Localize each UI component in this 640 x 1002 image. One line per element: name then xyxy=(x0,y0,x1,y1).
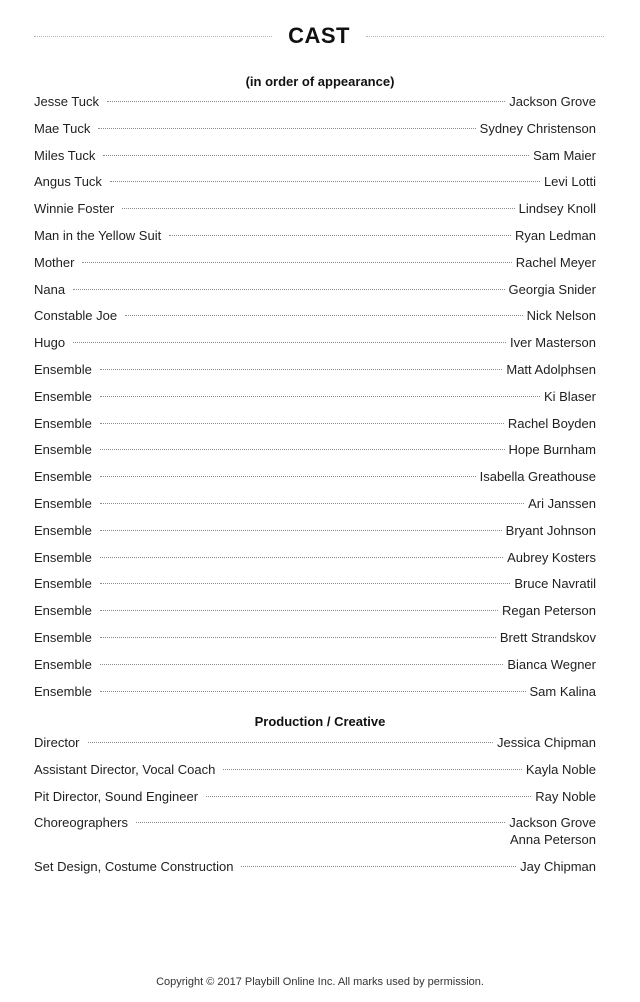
production-row xyxy=(34,858,596,885)
production-name: Jessica Chipman xyxy=(497,735,596,750)
cast-row xyxy=(34,549,596,576)
copyright-footer: Copyright © 2017 Playbill Online Inc. All marks used by permission. xyxy=(156,976,484,988)
cast-actor: Bruce Navratil xyxy=(514,576,596,592)
cast-actor: Hope Burnham xyxy=(508,442,596,458)
dot-leader xyxy=(122,208,514,209)
dot-leader xyxy=(100,610,498,611)
cast-role: Ensemble xyxy=(34,469,92,485)
cast-role: Man in the Yellow Suit xyxy=(34,227,162,243)
cast-row xyxy=(34,575,596,602)
cast-row xyxy=(34,602,596,629)
dot-leader xyxy=(100,449,505,450)
production-row xyxy=(34,761,596,788)
cast-row xyxy=(34,683,596,710)
cast-role: Ensemble xyxy=(34,603,92,619)
page-title: CAST xyxy=(288,23,350,48)
dot-leader xyxy=(100,664,504,665)
cast-row xyxy=(34,200,596,227)
right-rule xyxy=(366,36,604,37)
cast-actor: Matt Adolphsen xyxy=(506,361,596,377)
left-rule xyxy=(34,36,272,37)
dot-leader xyxy=(98,128,475,129)
cast-actor: Iver Masterson xyxy=(510,335,596,351)
cast-list xyxy=(34,93,596,709)
cast-subtitle: (in order of appearance) xyxy=(245,74,395,89)
dot-leader xyxy=(223,769,522,770)
production-name: Anna Peterson xyxy=(509,832,596,848)
dot-leader xyxy=(136,822,505,823)
cast-row xyxy=(34,173,596,200)
dot-leader xyxy=(241,866,516,867)
cast-row xyxy=(34,656,596,683)
production-names xyxy=(497,734,596,751)
production-row xyxy=(34,788,596,815)
production-row xyxy=(34,814,596,858)
cast-row xyxy=(34,629,596,656)
cast-role: Ensemble xyxy=(34,495,92,511)
cast-row xyxy=(34,522,596,549)
production-name: Jackson Grove xyxy=(509,815,596,831)
dot-leader xyxy=(73,289,504,290)
dot-leader xyxy=(73,342,506,343)
cast-role: Ensemble xyxy=(34,683,92,699)
dot-leader xyxy=(100,503,524,504)
cast-actor: Ryan Ledman xyxy=(515,227,596,243)
production-role: Assistant Director, Vocal Coach xyxy=(34,761,216,777)
cast-role: Constable Joe xyxy=(34,308,118,324)
cast-role: Ensemble xyxy=(34,656,92,672)
dot-leader xyxy=(100,423,504,424)
cast-role: Mother xyxy=(34,254,75,270)
cast-actor: Ki Blaser xyxy=(543,388,596,404)
production-names xyxy=(526,761,596,778)
cast-role: Angus Tuck xyxy=(34,174,102,190)
cast-actor: Rachel Boyden xyxy=(507,415,596,431)
dot-leader xyxy=(88,742,493,743)
cast-actor: Levi Lotti xyxy=(543,174,596,190)
dot-leader xyxy=(100,557,503,558)
dot-leader xyxy=(100,396,540,397)
cast-actor: Georgia Snider xyxy=(508,281,596,297)
production-names xyxy=(509,814,596,848)
cast-row xyxy=(34,388,596,415)
cast-row xyxy=(34,441,596,468)
cast-row xyxy=(34,227,596,254)
cast-role: Winnie Foster xyxy=(34,201,115,217)
dot-leader xyxy=(100,691,526,692)
cast-actor: Regan Peterson xyxy=(502,603,596,619)
cast-role: Ensemble xyxy=(34,629,92,645)
dot-leader xyxy=(100,476,476,477)
production-list xyxy=(34,734,596,885)
cast-actor: Sydney Christenson xyxy=(479,120,596,136)
cast-row xyxy=(34,334,596,361)
production-role: Director xyxy=(34,735,80,750)
cast-actor: Sam Kalina xyxy=(529,683,596,699)
dot-leader xyxy=(169,235,511,236)
dot-leader xyxy=(100,530,502,531)
cast-role: Ensemble xyxy=(34,442,92,458)
dot-leader xyxy=(110,181,540,182)
cast-role: Mae Tuck xyxy=(34,120,91,136)
production-role: Set Design, Costume Construction xyxy=(34,859,234,875)
cast-role: Ensemble xyxy=(34,522,92,538)
cast-row xyxy=(34,468,596,495)
dot-leader xyxy=(100,637,496,638)
production-names xyxy=(535,788,596,805)
cast-role: Ensemble xyxy=(34,415,92,431)
cast-role: Hugo xyxy=(34,335,66,351)
cast-row xyxy=(34,120,596,147)
cast-actor: Isabella Greathouse xyxy=(479,469,596,485)
cast-role: Jesse Tuck xyxy=(34,94,100,109)
cast-actor: Rachel Meyer xyxy=(515,254,596,270)
cast-role: Miles Tuck xyxy=(34,147,96,163)
cast-row xyxy=(34,307,596,334)
cast-row xyxy=(34,495,596,522)
cast-header xyxy=(34,20,604,52)
production-names xyxy=(520,858,596,875)
cast-actor: Bryant Johnson xyxy=(505,522,596,538)
production-name: Jay Chipman xyxy=(520,859,596,875)
cast-role: Ensemble xyxy=(34,549,92,565)
cast-row xyxy=(34,254,596,281)
production-title: Production / Creative xyxy=(254,714,386,729)
cast-actor: Aubrey Kosters xyxy=(507,549,596,565)
dot-leader xyxy=(100,369,503,370)
production-row xyxy=(34,734,596,761)
cast-role: Ensemble xyxy=(34,576,92,592)
production-name: Kayla Noble xyxy=(525,761,596,777)
cast-actor: Ari Janssen xyxy=(528,495,596,511)
production-name: Ray Noble xyxy=(535,788,596,804)
cast-row xyxy=(34,147,596,174)
cast-row xyxy=(34,415,596,442)
dot-leader xyxy=(82,262,511,263)
production-role: Choreographers xyxy=(34,815,128,831)
cast-actor: Brett Strandskov xyxy=(499,629,596,645)
cast-actor: Bianca Wegner xyxy=(507,656,596,672)
dot-leader xyxy=(107,101,505,102)
cast-row xyxy=(34,281,596,308)
dot-leader xyxy=(206,796,531,797)
cast-row xyxy=(34,93,596,120)
dot-leader xyxy=(103,155,529,156)
dot-leader xyxy=(125,315,523,316)
cast-actor: Sam Maier xyxy=(533,147,596,163)
cast-role: Ensemble xyxy=(34,388,92,404)
cast-actor: Nick Nelson xyxy=(526,308,596,324)
cast-row xyxy=(34,361,596,388)
production-role: Pit Director, Sound Engineer xyxy=(34,788,199,804)
cast-role: Nana xyxy=(34,281,66,297)
cast-actor: Lindsey Knoll xyxy=(518,201,596,217)
cast-actor: Jackson Grove xyxy=(509,94,596,109)
cast-role: Ensemble xyxy=(34,361,92,377)
dot-leader xyxy=(100,583,511,584)
